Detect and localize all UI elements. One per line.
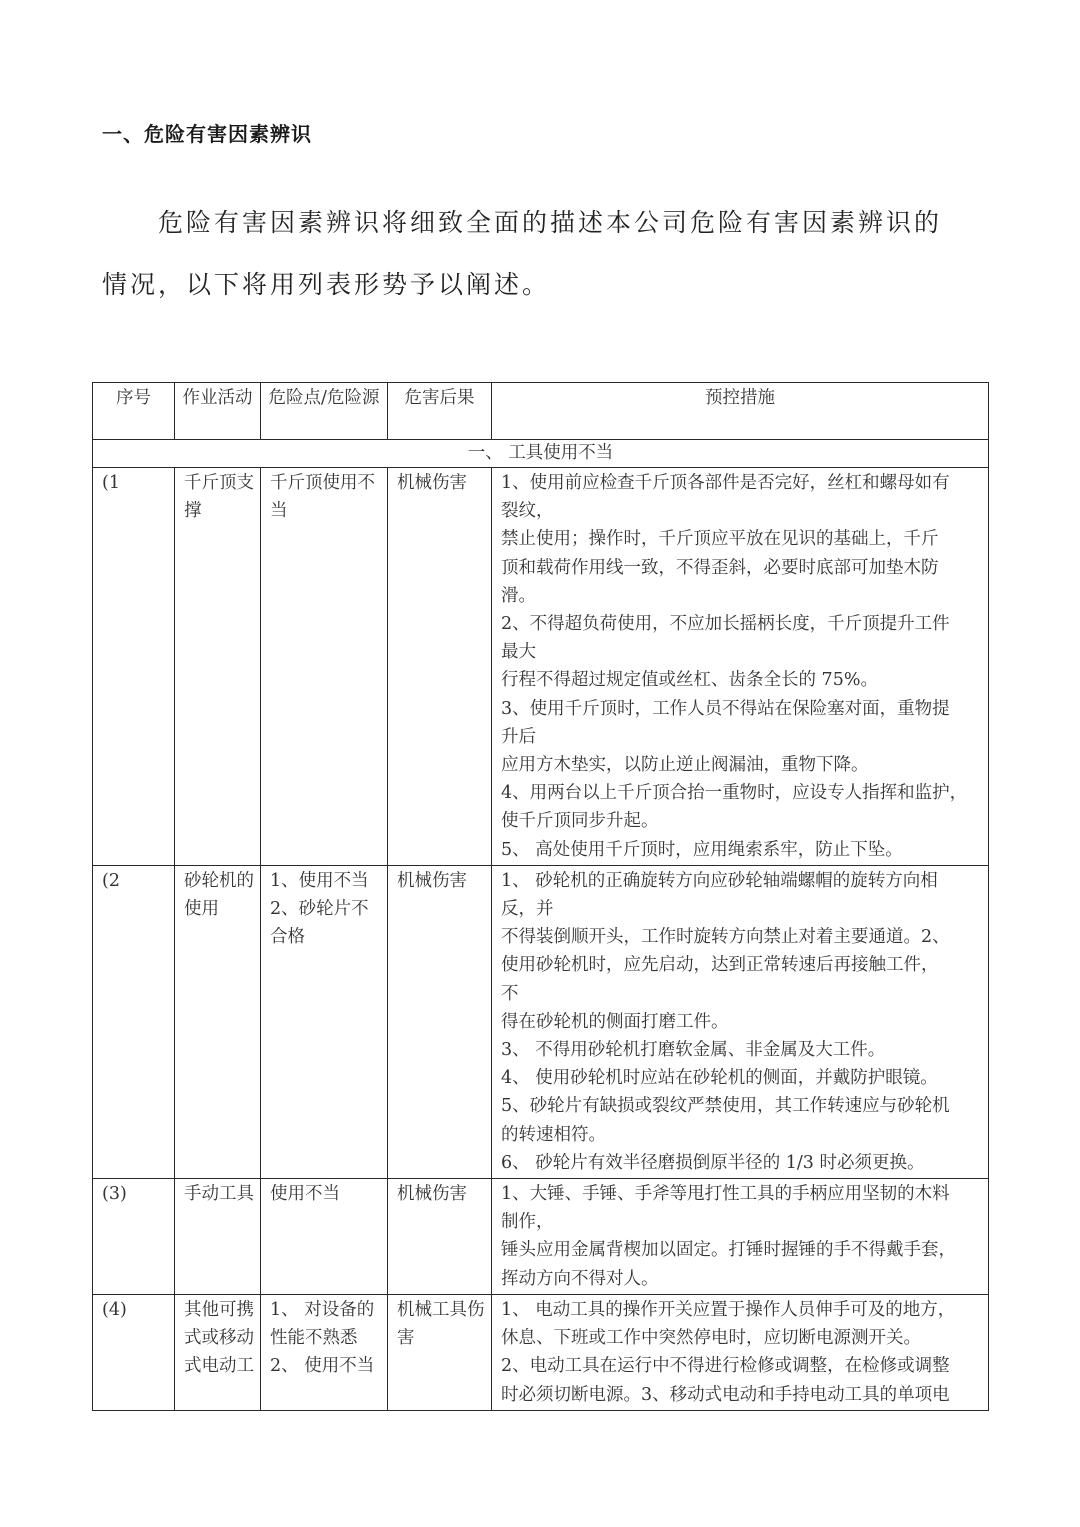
measure-line: 制作， [501,1212,554,1233]
measure-line: 2、电动工具在运行中不得进行检修或调整，在检修或调整 [501,1356,950,1377]
measure-line: 反，并 [501,899,554,920]
hazard-table [92,382,989,1411]
measure-line: 挥动方向不得对人。 [501,1268,659,1289]
measure-line: 6、 砂轮片有效半径磨损倒原半径的 1/3 时必须更换。 [501,1152,925,1173]
row-hazard: 使用不当 [261,1179,388,1295]
row-seq: (3) [93,1179,175,1295]
table-header-row [93,383,989,440]
row-seq: (1 [93,468,175,866]
measure-line: 行程不得超过规定值或丝杠、齿条全长的 75%。 [501,670,878,691]
measure-line: 得在砂轮机的侧面打磨工件。 [501,1011,729,1032]
table-row [93,1179,989,1295]
measure-line: 1、大锤、手锤、手斧等甩打性工具的手柄应用坚韧的木料 [501,1184,950,1205]
row-activity: 其他可携式或移动式电动工 [175,1294,261,1410]
measure-line: 2、不得超负荷使用，不应加长摇柄长度，千斤顶提升工件 [501,614,950,635]
measure-line: 1、 砂轮机的正确旋转方向应砂轮轴端螺帽的旋转方向相 [501,870,938,891]
measure-line: 使千斤顶同步升起。 [501,811,659,832]
row-consequence: 机械伤害 [388,865,492,1178]
measure-line: 不 [501,983,519,1004]
measure-line: 时必须切断电源。3、移动式电动和手持电动工具的单项电 [501,1384,950,1405]
row-measures [492,1294,989,1410]
measure-line: 不得装倒顺开头，工作时旋转方向禁止对着主要通道。2、 [501,927,950,948]
row-hazard: 千斤顶使用不当 [261,468,388,866]
row-activity: 砂轮机的使用 [175,865,261,1178]
measure-line: 禁止使用；操作时，千斤顶应平放在见识的基础上，千斤 [501,529,939,550]
row-activity: 手动工具 [175,1179,261,1295]
section-row [93,440,989,468]
row-hazard: 1、使用不当 2、砂轮片不合格 [261,865,388,1178]
table-row [93,468,989,866]
measure-line: 3、 不得用砂轮机打磨软金属、非金属及大工件。 [501,1040,886,1061]
measure-line: 1、 电动工具的操作开关应置于操作人员伸手可及的地方， [501,1299,956,1320]
measure-line: 使用砂轮机时，应先启动，达到正常转速后再接触工件， [501,955,939,976]
measure-line: 5、砂轮片有缺损或裂纹严禁使用，其工作转速应与砂轮机 [501,1096,950,1117]
measure-line: 升后 [501,726,536,747]
row-measures [492,865,989,1178]
measure-line: 应用方木垫实，以防止逆止阀漏油，重物下降。 [501,755,869,776]
measure-line: 的转速相符。 [501,1124,606,1145]
row-measures [492,1179,989,1295]
row-seq: (2 [93,865,175,1178]
row-activity: 千斤顶支撑 [175,468,261,866]
row-consequence: 机械工具伤害 [388,1294,492,1410]
row-consequence: 机械伤害 [388,468,492,866]
measure-line: 1、使用前应检查千斤顶各部件是否完好，丝杠和螺母如有 [501,473,950,493]
measure-line: 顶和载荷作用线一致，不得歪斜，必要时底部可加垫木防 [501,557,939,578]
header-seq: 序号 [93,383,175,440]
row-seq: (4) [93,1294,175,1410]
section-heading: 一、危险有害因素辨识 [102,122,312,146]
measure-line: 4、用两台以上千斤顶合抬一重物时，应设专人指挥和监护， [501,783,968,804]
measure-line: 锤头应用金属背楔加以固定。打锤时握锤的手不得戴手套， [501,1240,956,1261]
measure-line: 最大 [501,642,536,663]
measure-line: 裂纹， [501,501,554,522]
table-row [93,865,989,1178]
row-consequence: 机械伤害 [388,1179,492,1295]
measure-line: 休息、下班或工作中突然停电时，应切断电源测开关。 [501,1328,921,1349]
section-title: 一、 工具使用不当 [93,440,989,468]
header-activity: 作业活动 [175,383,261,440]
measure-line: 4、 使用砂轮机时应站在砂轮机的侧面，并戴防护眼镜。 [501,1068,938,1089]
measure-line: 3、使用千斤顶时，工作人员不得站在保险塞对面，重物提 [501,698,950,719]
table-row [93,1294,989,1410]
header-consequence: 危害后果 [388,383,492,440]
row-hazard: 1、 对设备的性能不熟悉 2、 使用不当 [261,1294,388,1410]
row-measures [492,468,989,866]
measure-line: 5、 高处使用千斤顶时，应用绳索系牢，防止下坠。 [501,839,903,860]
intro-paragraph: 危险有害因素辨识将细致全面的描述本公司危险有害因素辨识的情况，以下将用列表形势予以阐述。 [102,208,943,299]
header-hazard: 危险点/危险源 [261,383,388,440]
measure-line: 滑。 [501,585,536,606]
header-measures: 预控措施 [492,383,989,440]
